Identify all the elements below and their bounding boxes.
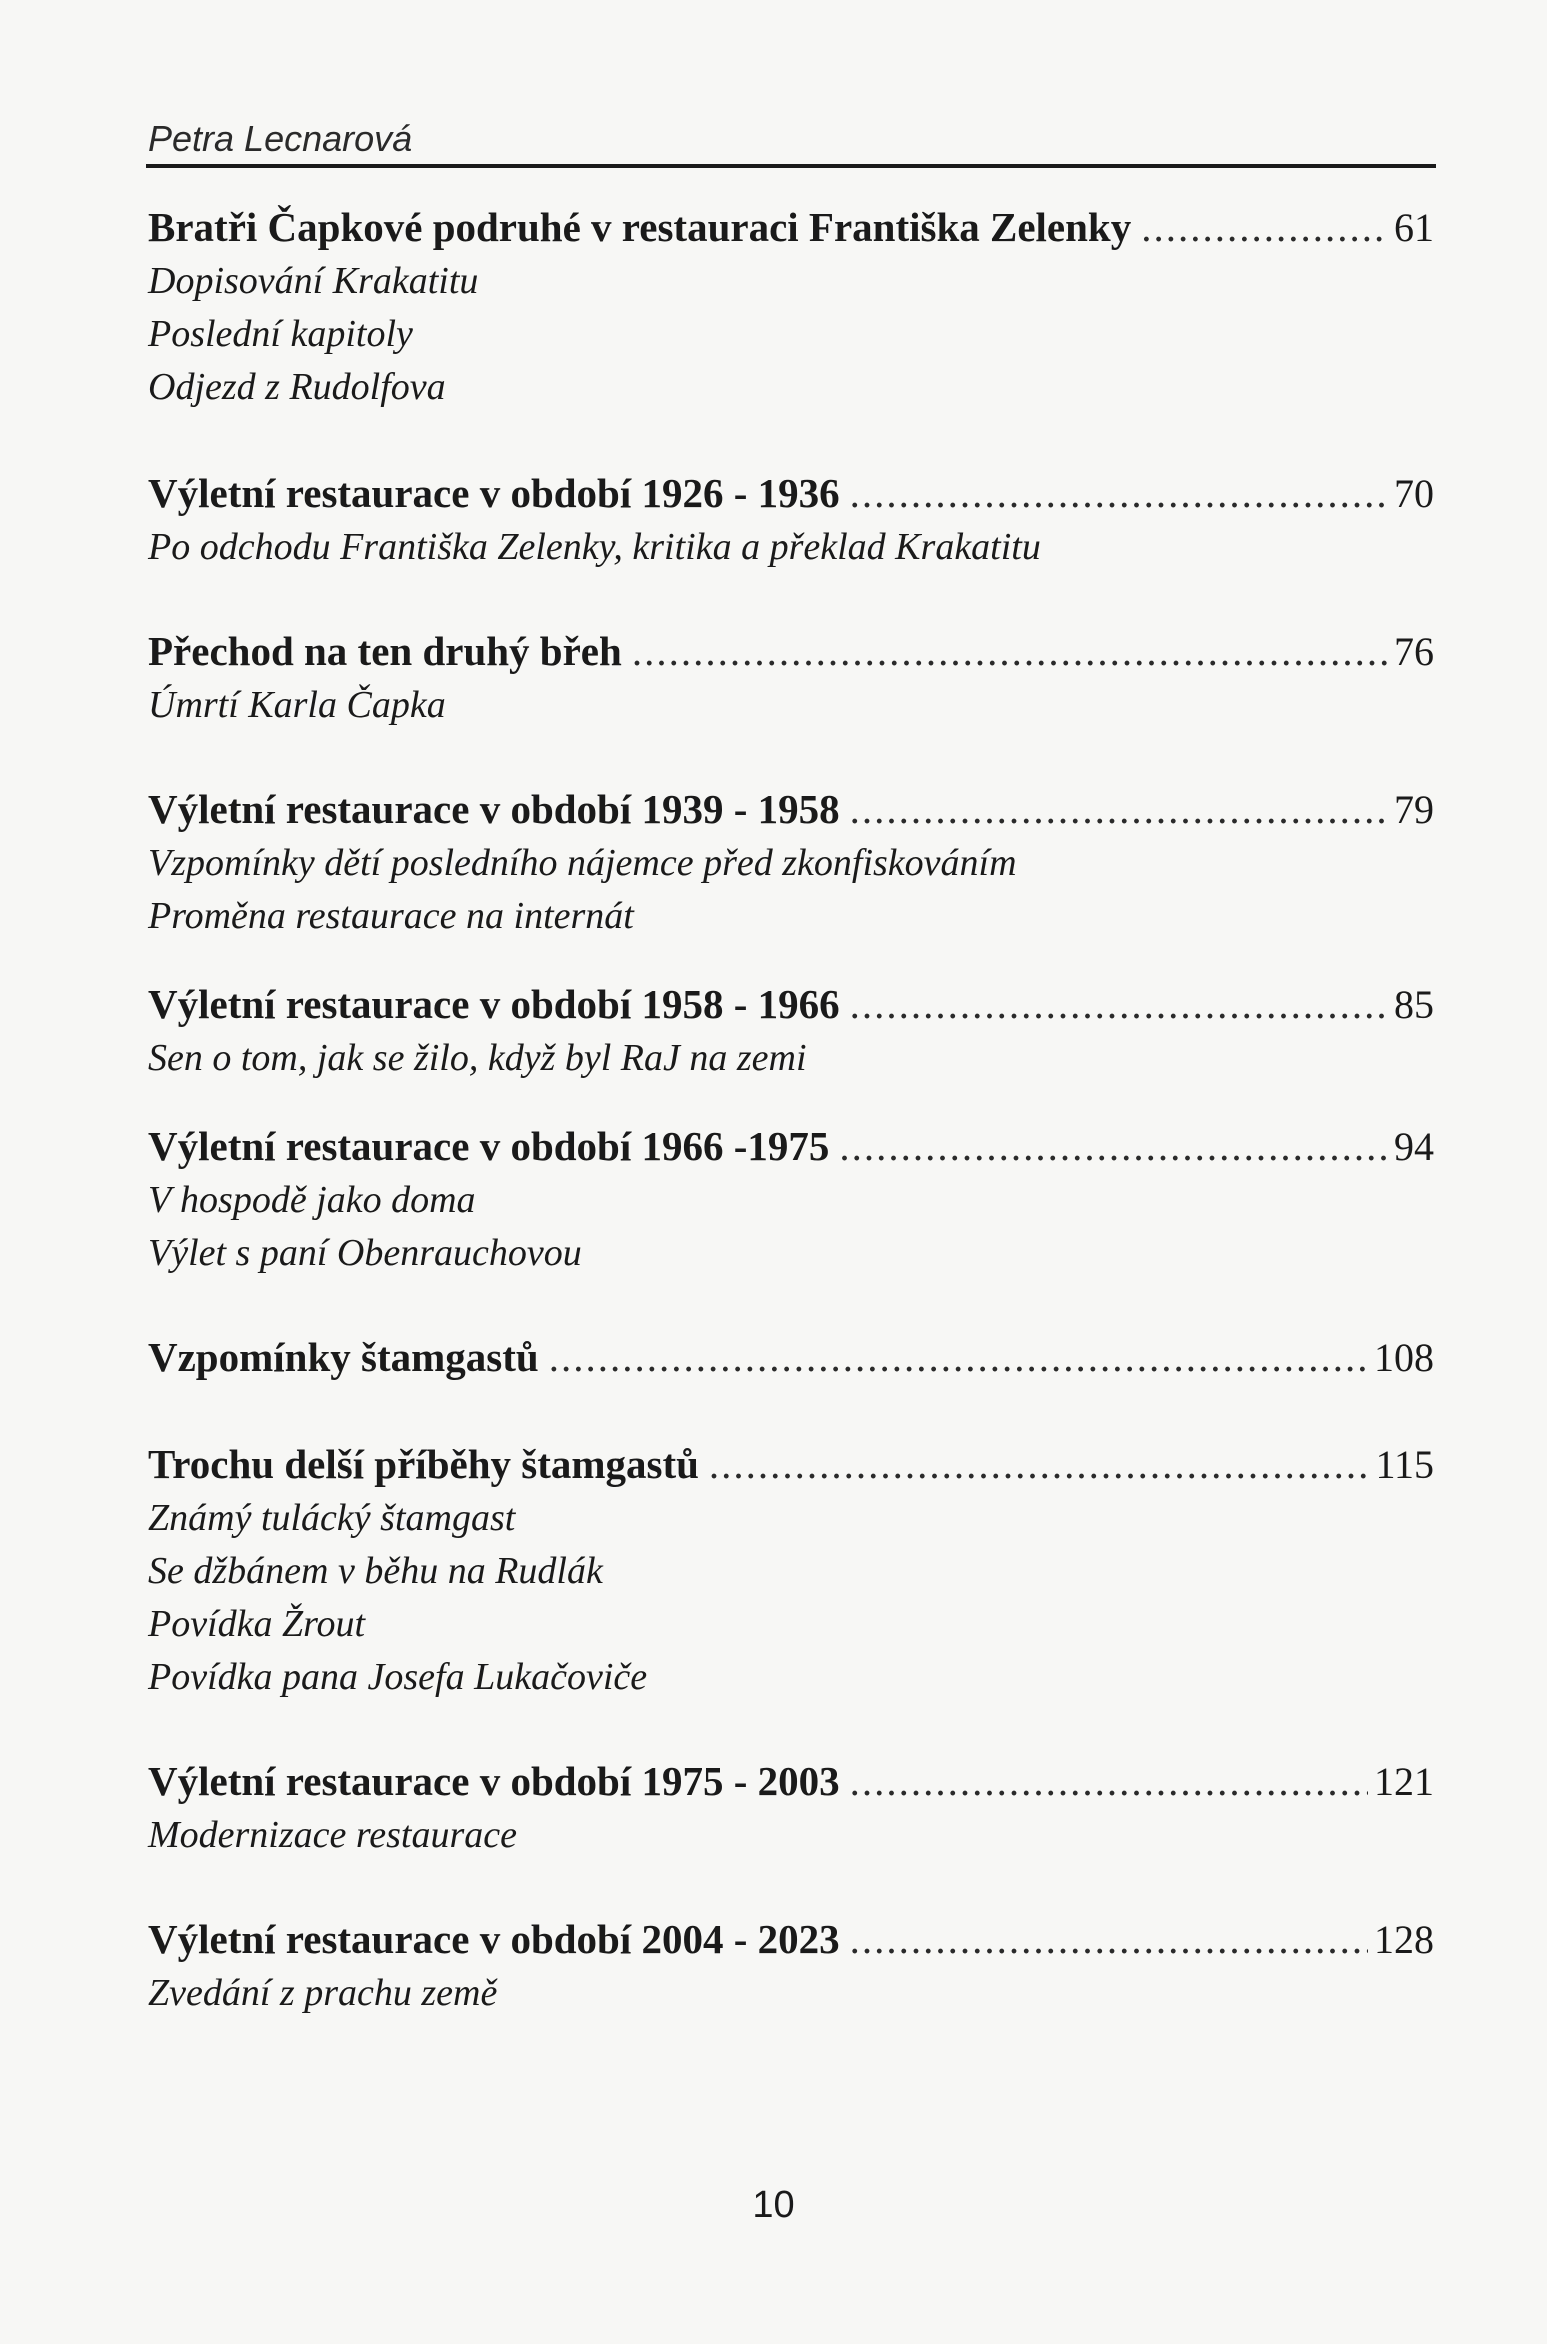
- toc-entry: [148, 624, 1434, 732]
- toc-entry: [148, 466, 1434, 574]
- toc-entry-line: [148, 200, 1434, 255]
- leader-dots: [709, 1437, 1370, 1491]
- toc-entry-title: Přechod na ten druhý břeh: [148, 628, 622, 674]
- toc-subentry: Proměna restaurace na internát: [148, 895, 634, 937]
- toc-entry-title: Výletní restaurace v období 1975 - 2003: [148, 1758, 840, 1804]
- header-rule: [146, 164, 1436, 168]
- toc-entry-title: Výletní restaurace v období 1939 - 1958: [148, 786, 840, 832]
- page-number: 10: [752, 2184, 795, 2226]
- toc-entry: [148, 200, 1434, 414]
- leader-dots: [850, 466, 1388, 520]
- table-of-contents: [148, 200, 1434, 2020]
- toc-entry: [148, 1330, 1434, 1385]
- toc-entry: [148, 977, 1434, 1085]
- toc-subentry: Povídka Žrout: [148, 1603, 366, 1645]
- toc-subentry: Vzpomínky dětí posledního nájemce před zkonfiskováním: [148, 842, 1017, 884]
- toc-entry-title: Bratři Čapkové podruhé v restauraci Františka Zelenky: [148, 204, 1132, 250]
- toc-entry-page: 108: [1374, 1335, 1434, 1380]
- toc-entry-line: [148, 1119, 1434, 1174]
- leader-dots: [632, 624, 1388, 678]
- toc-entry: [148, 782, 1434, 943]
- toc-subentry: Známý tulácký štamgast: [148, 1497, 516, 1539]
- toc-entry-title: Trochu delší příběhy štamgastů: [148, 1441, 699, 1487]
- toc-entry-page: 115: [1375, 1442, 1434, 1487]
- toc-entry-line: [148, 1912, 1434, 1967]
- leader-dots: [850, 1912, 1368, 1966]
- toc-entry-title: Výletní restaurace v období 1958 - 1966: [148, 981, 840, 1027]
- toc-entry-title: Výletní restaurace v období 1926 - 1936: [148, 470, 840, 516]
- toc-entry-page: 128: [1374, 1917, 1434, 1962]
- toc-entry-line: [148, 1330, 1434, 1385]
- toc-entry-page: 85: [1394, 982, 1434, 1027]
- leader-dots: [850, 1754, 1368, 1808]
- toc-entry: [148, 1912, 1434, 2020]
- leader-dots: [1141, 200, 1388, 254]
- toc-entry: [148, 1437, 1434, 1704]
- toc-subentry: Odjezd z Rudolfova: [148, 366, 446, 408]
- toc-subentry: Se džbánem v běhu na Rudlák: [148, 1550, 603, 1592]
- toc-entry: [148, 1119, 1434, 1280]
- toc-subentry: Modernizace restaurace: [148, 1814, 517, 1856]
- toc-entry-line: [148, 466, 1434, 521]
- toc-subentry: Zvedání z prachu země: [148, 1972, 498, 2014]
- toc-entry-line: [148, 977, 1434, 1032]
- toc-entry-line: [148, 782, 1434, 837]
- toc-subentry: Povídka pana Josefa Lukačoviče: [148, 1656, 648, 1698]
- toc-entry-title: Výletní restaurace v období 2004 - 2023: [148, 1916, 840, 1962]
- running-header-author: Petra Lecnarová: [148, 118, 413, 159]
- toc-entry-title: Vzpomínky štamgastů: [148, 1334, 539, 1380]
- toc-entry-title: Výletní restaurace v období 1966 -1975: [148, 1123, 830, 1169]
- toc-entry-page: 94: [1394, 1124, 1434, 1169]
- toc-subentry: V hospodě jako doma: [148, 1179, 476, 1221]
- leader-dots: [850, 782, 1388, 836]
- toc-subentry: Poslední kapitoly: [148, 313, 413, 355]
- leader-dots: [839, 1119, 1388, 1173]
- toc-entry-line: [148, 624, 1434, 679]
- leader-dots: [549, 1330, 1368, 1384]
- toc-entry-page: 70: [1394, 471, 1434, 516]
- toc-subentry: Výlet s paní Obenrauchovou: [148, 1232, 582, 1274]
- toc-subentry: Po odchodu Františka Zelenky, kritika a překlad Krakatitu: [148, 526, 1041, 568]
- toc-entry-line: [148, 1754, 1434, 1809]
- toc-entry-line: [148, 1437, 1434, 1492]
- toc-entry-page: 61: [1394, 205, 1434, 250]
- toc-entry-page: 76: [1394, 629, 1434, 674]
- leader-dots: [850, 977, 1388, 1031]
- toc-subentry: Úmrtí Karla Čapka: [148, 684, 446, 726]
- toc-entry-page: 121: [1374, 1759, 1434, 1804]
- toc-entry: [148, 1754, 1434, 1862]
- toc-entry-page: 79: [1394, 787, 1434, 832]
- toc-subentry: Dopisování Krakatitu: [148, 260, 479, 302]
- toc-subentry: Sen o tom, jak se žilo, když byl RaJ na zemi: [148, 1037, 807, 1079]
